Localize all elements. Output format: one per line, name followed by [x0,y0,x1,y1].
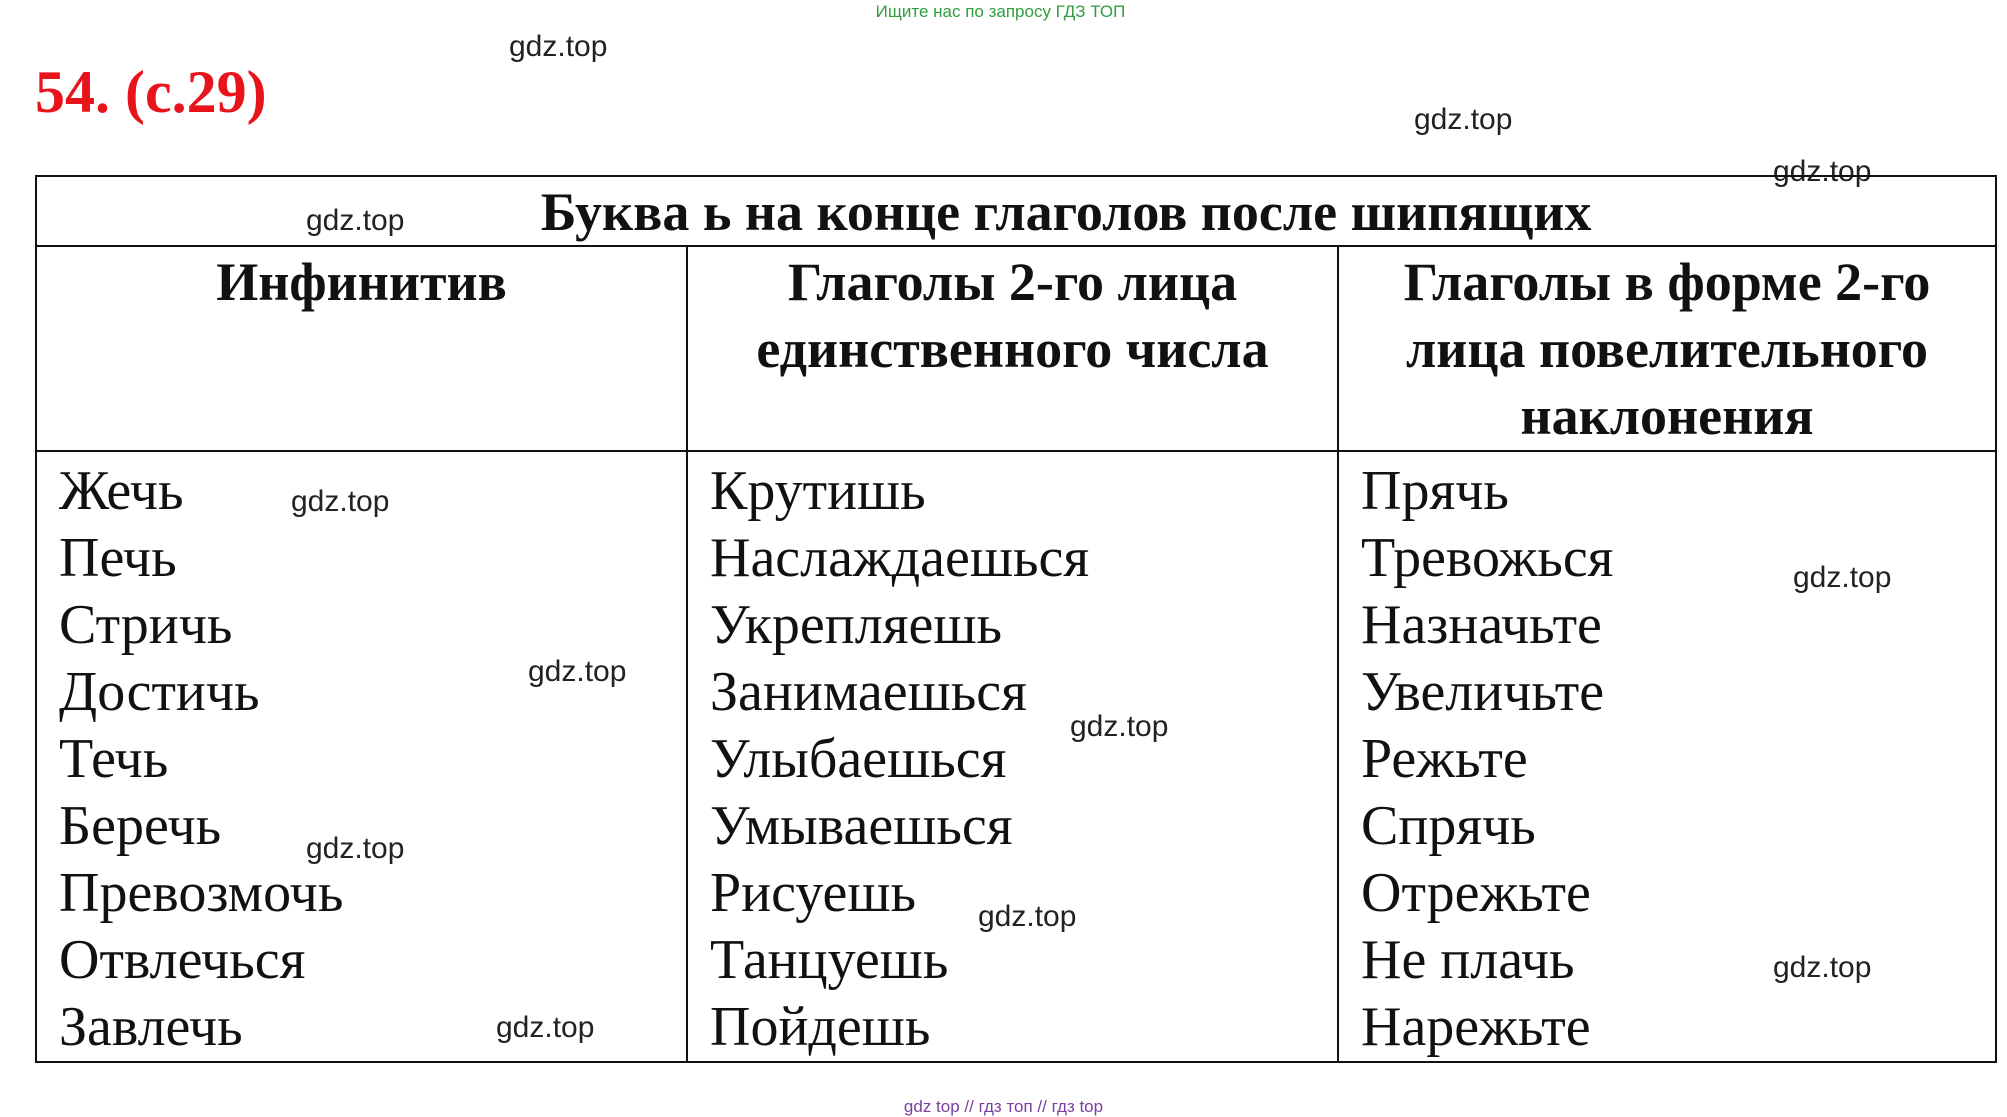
watermark: gdz.top [496,1011,595,1044]
title-row [36,176,1996,246]
task-number: 54. (с.29) [35,59,267,125]
list-item: Укрепляешь [710,594,1002,656]
watermark: gdz.top [1793,561,1892,594]
list-item: Улыбаешься [710,728,1007,790]
list-item: Танцуешь [710,929,949,991]
table-title-cell [36,176,1996,246]
watermark: gdz.top [1414,103,1513,136]
table-title: Буква ь на конце глаголов после шипящих [540,182,1592,242]
imperative-list [1361,458,1995,1061]
watermark: gdz.top [1070,710,1169,743]
list-item: Наслаждаешься [710,527,1090,589]
watermark: gdz.top [1773,155,1872,188]
list-item: Превозмочь [59,862,344,924]
list-item: Достичь [59,661,260,723]
header-line: лица повелительного [1406,319,1928,379]
list-item: Тревожься [1361,527,1614,589]
watermark: gdz.top [306,204,405,237]
header-imperative [1338,246,1996,451]
list-item: Занимаешься [710,661,1027,723]
watermark: gdz.top [509,30,608,63]
list-item: Отрежьте [1361,862,1591,924]
second-person-list-cell [687,451,1338,1062]
imperative-list-cell [1338,451,1996,1062]
list-item: Крутишь [710,460,926,522]
list-item: Не плачь [1361,929,1575,991]
header-second-person-singular [687,246,1338,451]
second-person-list [710,458,1337,1061]
list-item: Прячь [1361,460,1509,522]
header-infinitive [36,246,687,451]
list-item: Завлечь [59,996,243,1058]
list-item: Нарежьте [1361,996,1591,1058]
list-item: Режьте [1361,728,1528,790]
header-line: единственного числа [756,319,1269,379]
list-item: Назначьте [1361,594,1602,656]
list-item: Жечь [59,460,184,522]
watermark: gdz.top [528,655,627,688]
header-line: Инфинитив [216,252,507,312]
watermark: gdz.top [291,485,390,518]
header-line: Глаголы в форме 2-го [1403,252,1931,312]
list-item: Печь [59,527,177,589]
list-item: Рисуешь [710,862,917,924]
watermark: gdz.top [306,832,405,865]
list-item: Умываешься [710,795,1013,857]
list-item: Отвлечься [59,929,306,991]
header-line: Глаголы 2-го лица [787,252,1238,312]
infinitive-list-cell [36,451,687,1062]
watermark: gdz.top [978,900,1077,933]
list-item: Стричь [59,594,233,656]
top-banner [0,2,2007,22]
footer-links: gdz top // гдз топ // гдз top [903,1097,1104,1116]
header-row [36,246,1996,451]
watermark: gdz.top [1773,951,1872,984]
list-item: Спрячь [1361,795,1536,857]
list-item: Беречь [59,795,222,857]
header-line: наклонения [1520,386,1814,446]
list-item: Пойдешь [710,996,931,1058]
list-item: Увеличьте [1361,661,1605,723]
banner-text: Ищите нас по запросу ГДЗ ТОП [875,2,1126,21]
list-item: Течь [59,728,169,790]
body-row [36,451,1996,1062]
infinitive-list [59,458,686,1061]
